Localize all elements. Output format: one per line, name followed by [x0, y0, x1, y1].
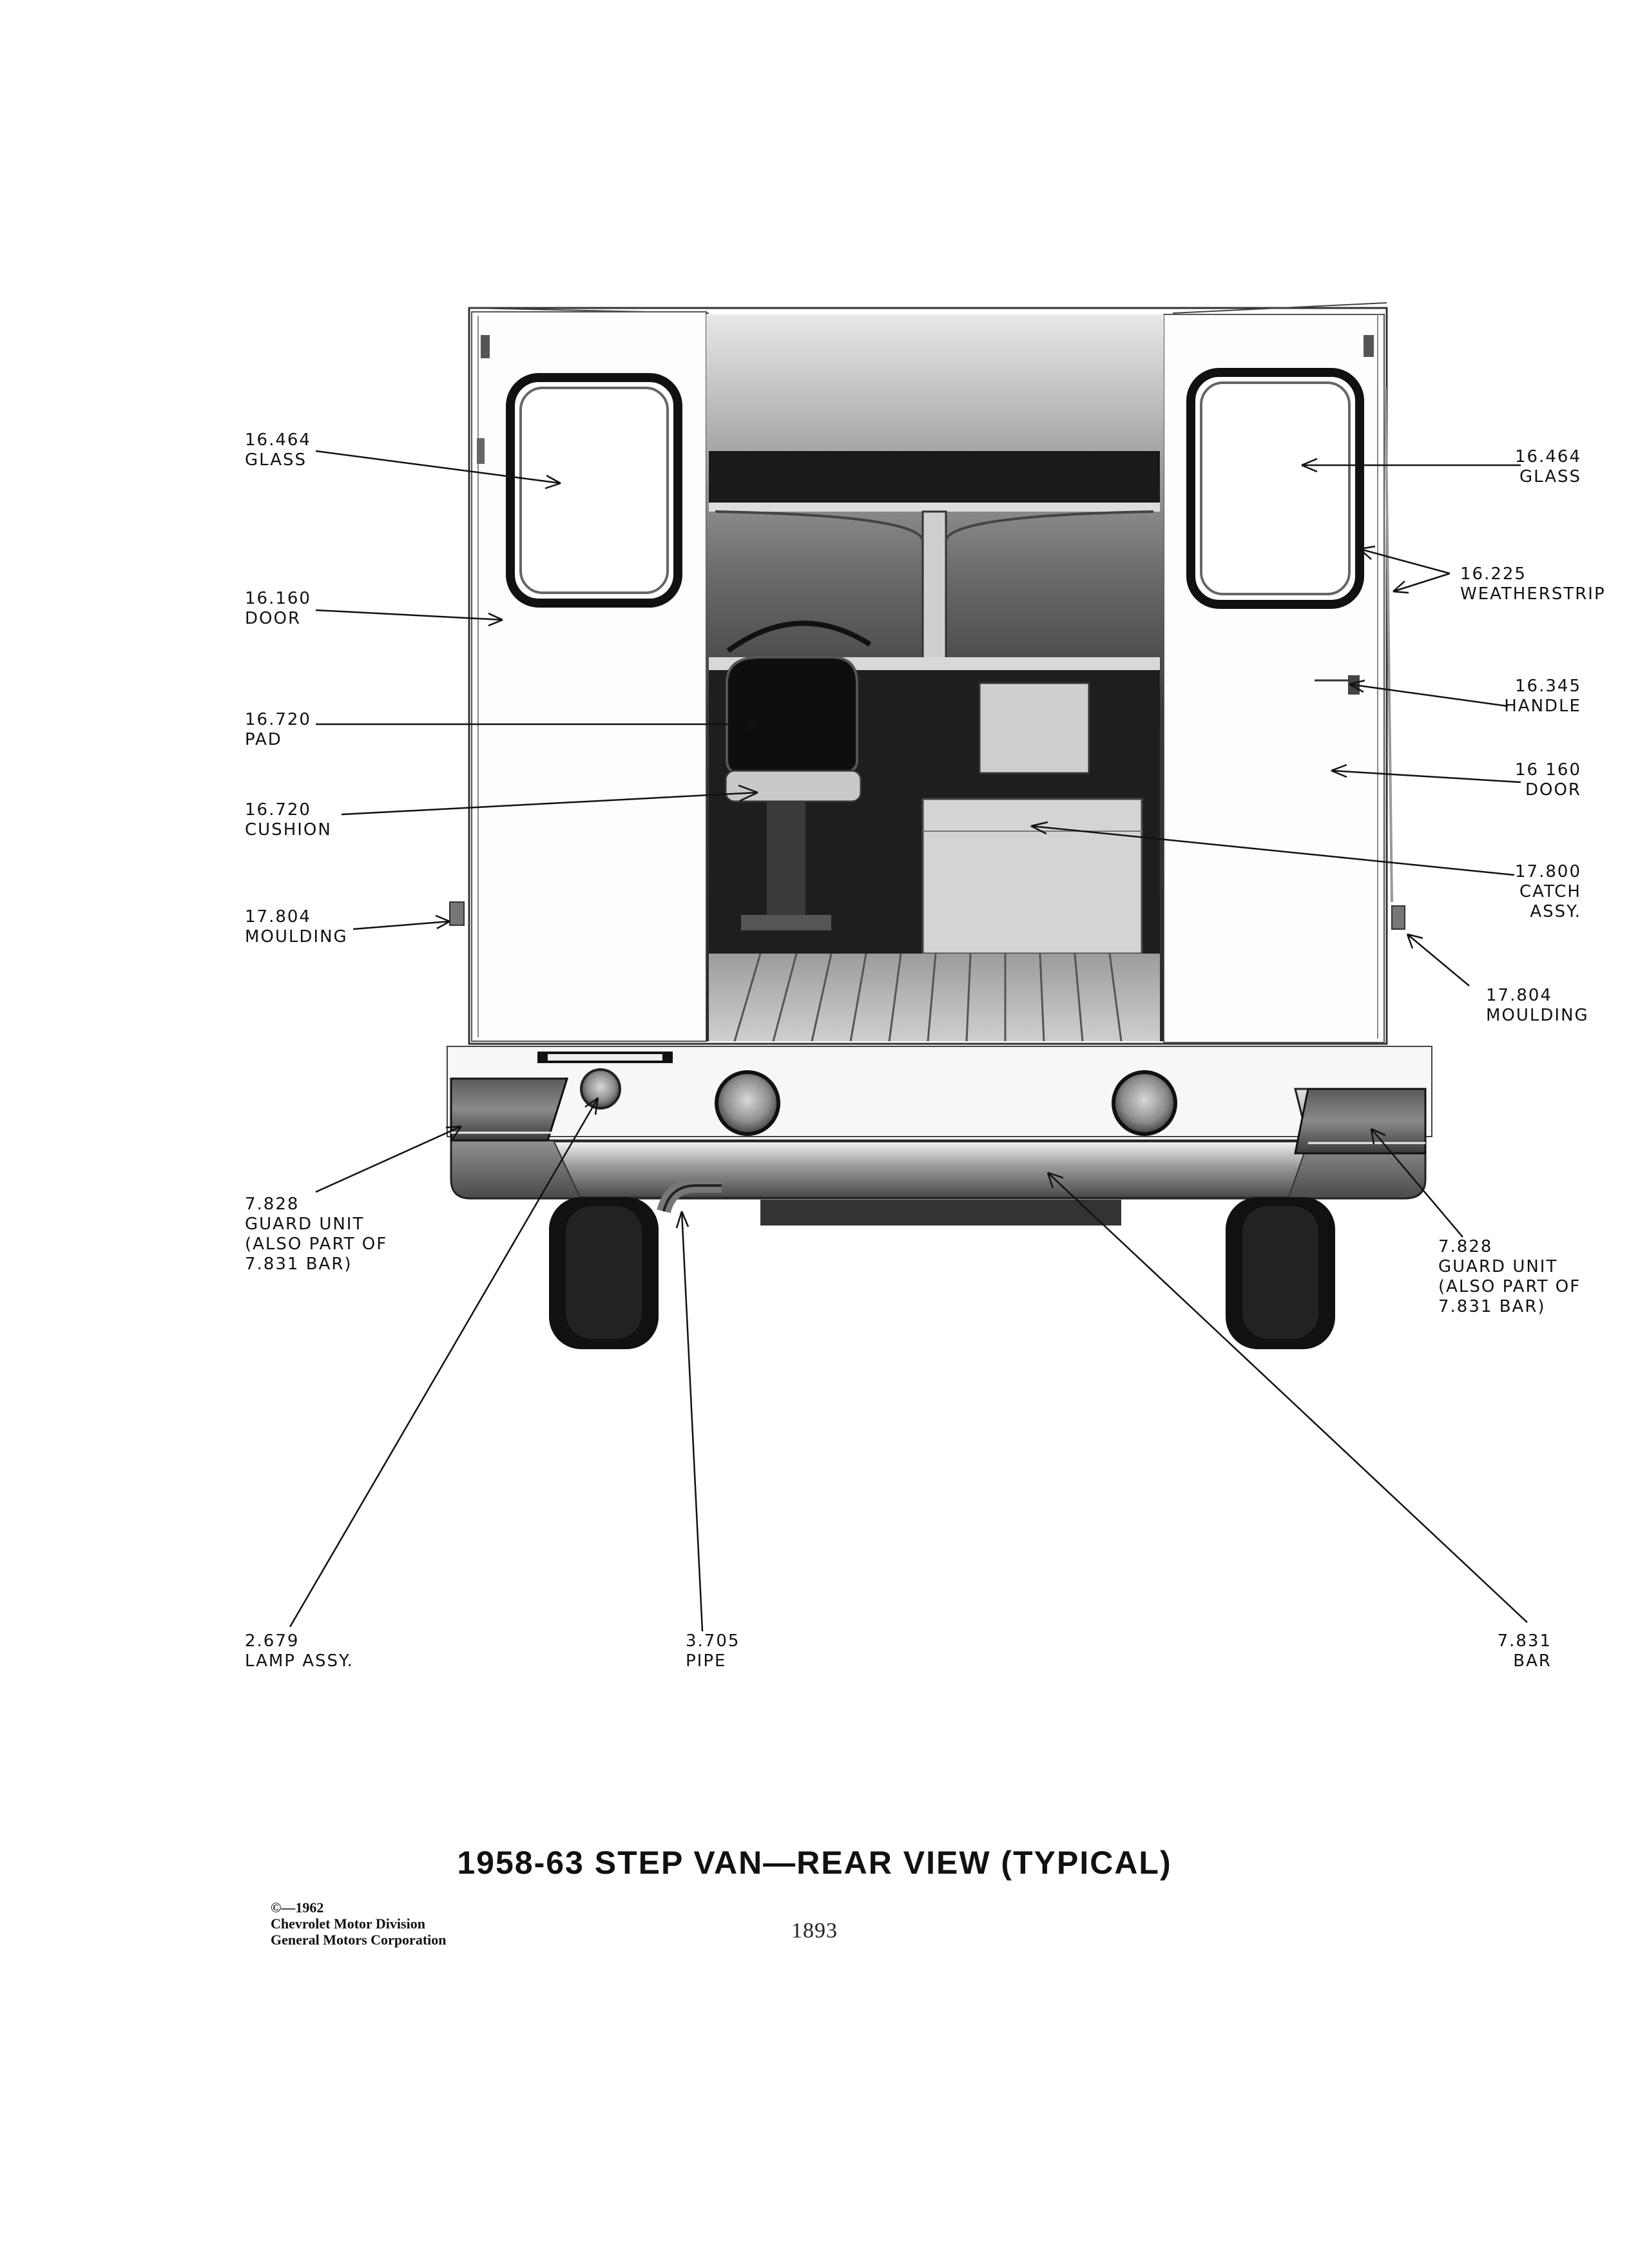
callout-number: 7.828 — [1438, 1237, 1493, 1256]
callout-label: BAR — [1513, 1651, 1552, 1671]
callout-number: 16.720 — [245, 800, 311, 820]
callout-number: 17.800 — [1515, 862, 1581, 881]
callout-weatherstrip — [1460, 564, 1606, 604]
copyright-line: General Motors Corporation — [271, 1932, 447, 1948]
callout-number: 16.464 — [1515, 447, 1581, 466]
callout-number: 16.345 — [1515, 677, 1581, 696]
callout-label: CUSHION — [245, 820, 332, 840]
callout-label: HANDLE — [1504, 697, 1581, 716]
callout-cushion — [245, 800, 332, 840]
right-door — [1164, 314, 1405, 1043]
callout-label: GUARD UNIT — [1438, 1257, 1558, 1276]
callout-number: 16.225 — [1460, 564, 1527, 584]
callout-label: GLASS — [245, 450, 307, 470]
callout-glass-right — [1515, 447, 1581, 487]
callout-door-right — [1515, 760, 1581, 800]
callout-number: 16.160 — [245, 589, 311, 608]
callout-label: PIPE — [686, 1651, 727, 1671]
callout-number: 16 160 — [1515, 760, 1581, 780]
callout-label: LAMP ASSY. — [245, 1651, 354, 1671]
callout-label: GLASS — [1519, 467, 1581, 486]
left-door — [450, 312, 706, 1041]
callout-label: WEATHERSTRIP — [1460, 584, 1606, 604]
callout-label: MOULDING — [1486, 1006, 1589, 1025]
page-number: 1893 — [791, 1919, 838, 1943]
interior — [706, 314, 1164, 1041]
callout-number: 3.705 — [686, 1631, 740, 1651]
callout-lamp — [245, 1631, 354, 1671]
callout-moulding-left — [245, 907, 348, 947]
callout-number: 2.679 — [245, 1631, 300, 1651]
callout-guard-left — [245, 1195, 387, 1274]
copyright-line: ©—1962 — [271, 1899, 324, 1916]
callout-pad — [245, 710, 311, 750]
undercarriage — [549, 1186, 1335, 1349]
callout-bar — [1498, 1631, 1552, 1671]
lower-body — [447, 1046, 1432, 1137]
callout-label: MOULDING — [245, 927, 348, 947]
figure-title: 1958-63 STEP VAN—REAR VIEW (TYPICAL) — [457, 1845, 1172, 1881]
callout-number: 17.804 — [1486, 986, 1552, 1005]
callout-note: (ALSO PART OF — [1438, 1277, 1581, 1296]
callout-number: 7.828 — [245, 1195, 300, 1214]
callout-note: 7.831 BAR) — [245, 1254, 352, 1274]
copyright-line: Chevrolet Motor Division — [271, 1916, 425, 1932]
callout-label: DOOR — [245, 609, 302, 628]
callout-guard-right — [1438, 1237, 1581, 1317]
callout-note: (ALSO PART OF — [245, 1235, 388, 1254]
callout-label: PAD — [245, 730, 282, 749]
callout-label: CATCH — [1519, 882, 1581, 901]
callout-glass-left — [245, 430, 311, 470]
callout-number: 16.464 — [245, 430, 311, 450]
callout-number: 7.831 — [1497, 1631, 1552, 1651]
callout-note: 7.831 BAR) — [1438, 1297, 1546, 1316]
callout-label: DOOR — [1525, 780, 1581, 800]
callout-moulding-right — [1486, 986, 1589, 1026]
callout-door-left — [245, 589, 311, 629]
callout-number: 16.720 — [245, 710, 311, 729]
callout-catch — [1515, 862, 1581, 922]
callout-pipe — [686, 1631, 740, 1671]
callout-number: 17.804 — [245, 907, 311, 927]
callout-note: ASSY. — [1530, 902, 1581, 921]
callout-label: GUARD UNIT — [245, 1215, 365, 1234]
callout-handle — [1504, 677, 1581, 716]
